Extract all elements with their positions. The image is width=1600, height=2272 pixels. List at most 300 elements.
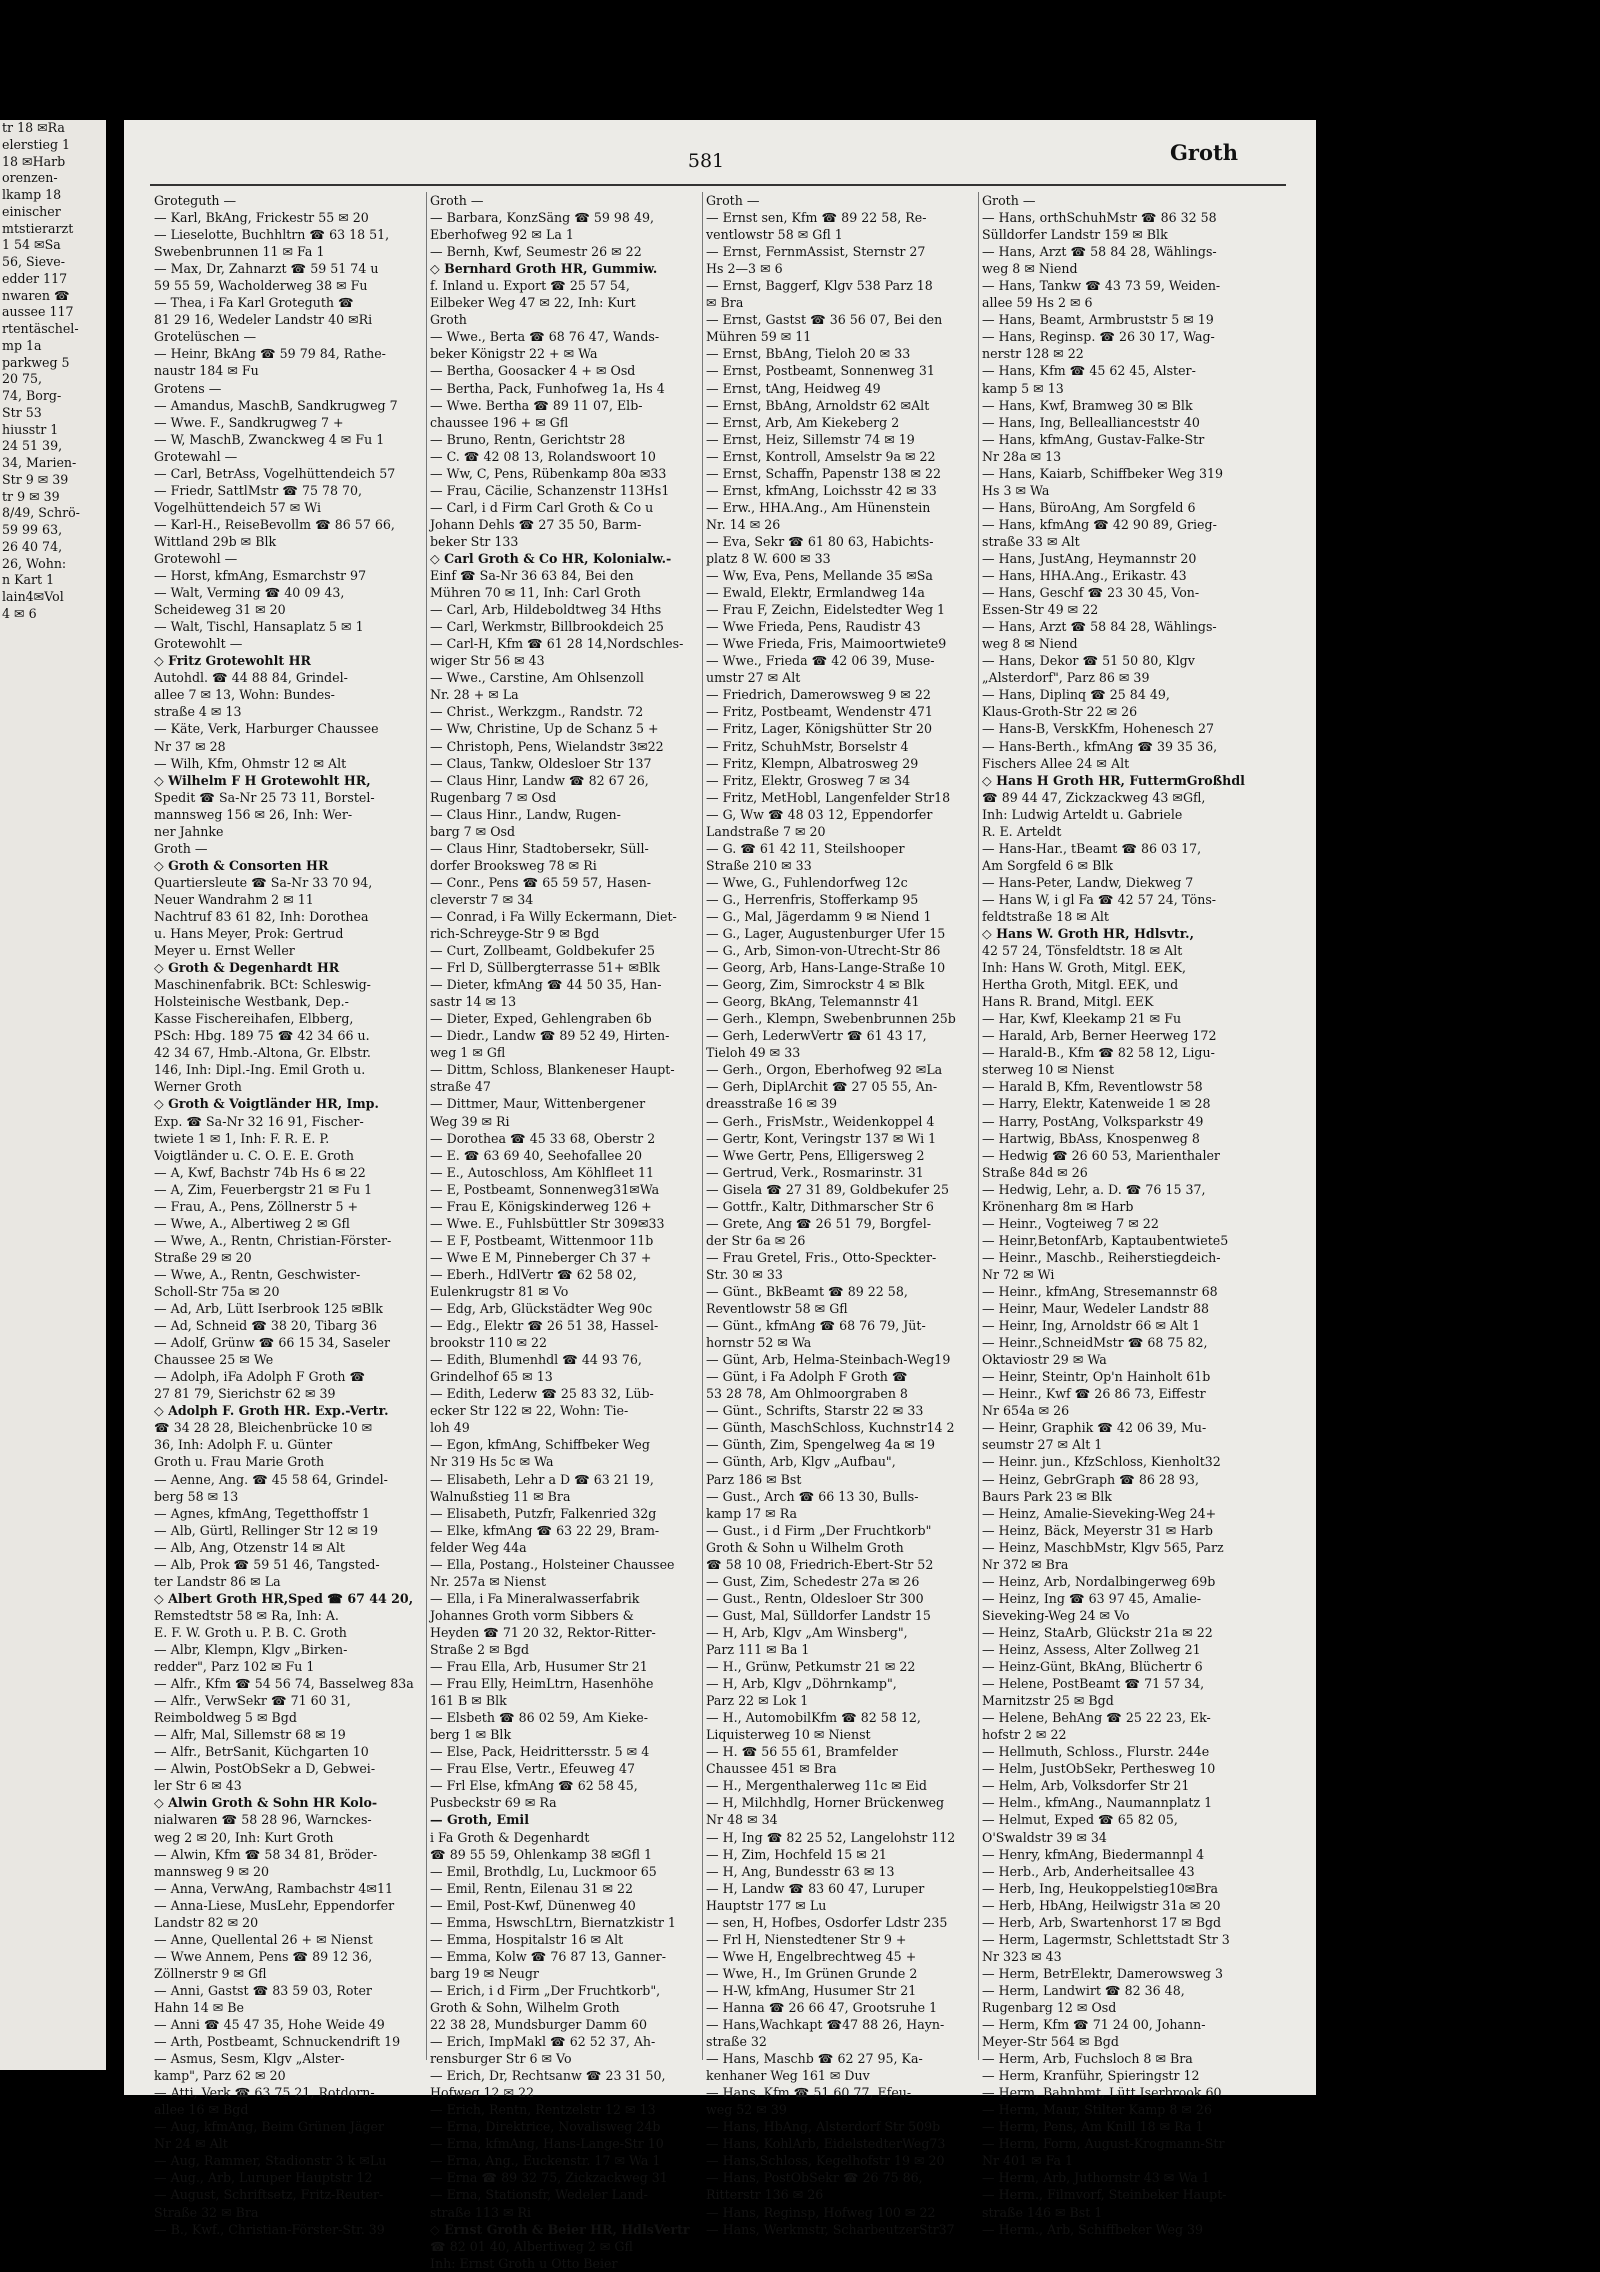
directory-line: Johannes Groth vorm Sibbers & <box>430 1607 634 1623</box>
directory-line: — Wwe Frieda, Fris, Maimoortwiete9 <box>706 636 947 652</box>
directory-line: Walnußstieg 11 ✉ Bra <box>430 1488 571 1504</box>
directory-line: — Herm, Lagermstr, Schlettstadt Str 3 <box>982 1931 1230 1947</box>
directory-line: Nr 48 ✉ 34 <box>706 1812 778 1828</box>
directory-line: naustr 184 ✉ Fu <box>154 363 259 379</box>
directory-line: — Eberh., HdlVertr ☎ 62 58 02, <box>430 1266 637 1282</box>
directory-line: Holsteinische Westbank, Dep.- <box>154 994 349 1010</box>
directory-line: — Alfr, Mal, Sillemstr 68 ✉ 19 <box>154 1727 346 1743</box>
directory-line: — Hans, BüroAng, Am Sorgfeld 6 <box>982 499 1196 515</box>
directory-line: — Hans,Schloss, Kegelhofstr 19 ✉ 20 <box>706 2153 945 2169</box>
directory-line: — Gust, Zim, Schedestr 27a ✉ 26 <box>706 1573 920 1589</box>
directory-line: — Conr., Pens ☎ 65 59 57, Hasen- <box>430 874 652 890</box>
directory-line: — Ww, Christine, Up de Schanz 5 + <box>430 721 659 737</box>
directory-line: — Alfr., VerwSekr ☎ 71 60 31, <box>154 1693 351 1709</box>
directory-line: rensburger Str 6 ✉ Vo <box>430 2051 572 2067</box>
directory-line: ◇ Fritz Grotewohlt HR <box>154 653 311 669</box>
left-page-line: 34, Marien- <box>2 455 77 470</box>
directory-line: berg 1 ✉ Blk <box>430 1727 512 1743</box>
directory-line: — Heinr., Vogteiweg 7 ✉ 22 <box>982 1215 1159 1231</box>
directory-line: — Hans-B, VerskKfm, Hohenesch 27 <box>982 721 1215 737</box>
directory-line: ☎ 58 10 08, Friedrich-Ebert-Str 52 <box>706 1556 934 1572</box>
left-page-line: 59 99 63, <box>2 522 63 537</box>
directory-line: ◇ Groth & Consorten HR <box>154 857 329 873</box>
directory-line: — Heinr, BkAng ☎ 59 79 84, Rathe- <box>154 346 386 362</box>
directory-line: ◇ Bernhard Groth HR, Gummiw. <box>430 261 658 277</box>
directory-line: — Heinz, GebrGraph ☎ 86 28 93, <box>982 1471 1199 1487</box>
directory-line: chaussee 196 + ✉ Gfl <box>430 414 569 430</box>
directory-line: Marnitzstr 25 ✉ Bgd <box>982 1693 1114 1709</box>
directory-line: Straße 210 ✉ 33 <box>706 857 812 873</box>
directory-line: — Elsbeth ☎ 86 02 59, Am Kieke- <box>430 1710 649 1726</box>
directory-line: — Alb, Gürtl, Rellinger Str 12 ✉ 19 <box>154 1522 379 1538</box>
directory-line: — Harald B, Kfm, Reventlowstr 58 <box>982 1079 1203 1095</box>
directory-line: — Heinr., Kwf ☎ 26 86 73, Eiffestr <box>982 1386 1206 1402</box>
directory-line: Werner Groth <box>154 1079 242 1095</box>
directory-line: Chaussee 451 ✉ Bra <box>706 1761 837 1777</box>
directory-line: Groth — <box>982 193 1036 208</box>
directory-line: — Edg., Elektr ☎ 26 51 38, Hassel- <box>430 1318 659 1334</box>
directory-line: felder Weg 44a <box>430 1539 527 1555</box>
directory-line: — Hans, Diplinq ☎ 25 84 49, <box>982 687 1170 703</box>
directory-line: Nr 401 ✉ Fa 1 <box>982 2153 1074 2169</box>
left-page-line: tr 18 ✉Ra <box>2 120 65 135</box>
directory-line: Hs 2—3 ✉ 6 <box>706 261 783 277</box>
directory-line: — Karl, BkAng, Frickestr 55 ✉ 20 <box>154 210 369 226</box>
directory-line: — Alfr., BetrSanit, Küchgarten 10 <box>154 1744 369 1760</box>
directory-line: Heyden ☎ 71 20 32, Rektor-Ritter- <box>430 1624 656 1640</box>
directory-line: — Hans, JustAng, Heymannstr 20 <box>982 550 1197 566</box>
directory-line: — E, Postbeamt, Sonnenweg31✉Wa <box>430 1181 660 1197</box>
directory-line: Pusbeckstr 69 ✉ Ra <box>430 1795 557 1811</box>
directory-line: Ritterstr 136 ✉ 26 <box>706 2187 824 2203</box>
directory-line: Autohdl. ☎ 44 88 84, Grindel- <box>154 670 348 686</box>
directory-line: — Claus Hinr, Landw ☎ 82 67 26, <box>430 772 649 788</box>
directory-line: — Wwe, A., Rentn, Geschwister- <box>154 1266 361 1282</box>
directory-line: ◇ Groth & Degenhardt HR <box>154 960 340 976</box>
directory-line: — Horst, kfmAng, Esmarchstr 97 <box>154 568 367 584</box>
directory-line: — Wwe. Bertha ☎ 89 11 07, Elb- <box>430 397 643 413</box>
directory-line: — Fritz, Postbeamt, Wendenstr 471 <box>706 704 933 720</box>
directory-line: Liquisterweg 10 ✉ Nienst <box>706 1727 871 1743</box>
directory-line: — Dorothea ☎ 45 33 68, Oberstr 2 <box>430 1130 656 1146</box>
directory-line: — Harry, PostAng, Volksparkstr 49 <box>982 1113 1204 1129</box>
directory-line: — G, Ww ☎ 48 03 12, Eppendorfer <box>706 806 933 822</box>
directory-line: — Henry, kfmAng, Biedermannpl 4 <box>982 1846 1205 1862</box>
directory-line: — Alfr., Kfm ☎ 54 56 74, Basselweg 83a <box>154 1676 414 1692</box>
left-page-line: 56, Sieve- <box>2 254 65 269</box>
directory-line: — Frl Else, kfmAng ☎ 62 58 45, <box>430 1778 638 1794</box>
directory-line: ecker Str 122 ✉ 22, Wohn: Tie- <box>430 1403 629 1419</box>
left-page-line: 74, Borg- <box>2 388 62 403</box>
left-page-line: 26, Wohn: <box>2 555 67 571</box>
directory-line: — Gerh, DiplArchit ☎ 27 05 55, An- <box>706 1079 938 1095</box>
directory-line: — Günth, MaschSchloss, Kuchnstr14 2 <box>706 1420 955 1436</box>
left-page-fragment <box>0 120 106 2070</box>
directory-line: ☎ 89 55 59, Ohlenkamp 38 ✉Gfl 1 <box>430 1846 653 1862</box>
directory-line: sastr 14 ✉ 13 <box>430 994 517 1010</box>
directory-line: ler Str 6 ✉ 43 <box>154 1778 242 1794</box>
directory-line: — Hans-Peter, Landw, Diekweg 7 <box>982 874 1194 890</box>
directory-line: Chaussee 25 ✉ We <box>154 1352 274 1368</box>
directory-line: — Georg, Arb, Hans-Lange-Straße 10 <box>706 960 946 976</box>
directory-line: — Heinz, Arb, Nordalbingerweg 69b <box>982 1573 1216 1589</box>
directory-line: — Gottfr., Kaltr, Dithmarscher Str 6 <box>706 1198 934 1214</box>
directory-line: Mühren 59 ✉ 11 <box>706 329 812 345</box>
directory-line: — Günt., BkBeamt ☎ 89 22 58, <box>706 1284 908 1299</box>
directory-line: Zöllnerstr 9 ✉ Gfl <box>154 1965 267 1981</box>
directory-line: — E., Autoschloss, Am Köhlfleet 11 <box>430 1164 655 1180</box>
directory-line: Groth — <box>154 840 208 856</box>
directory-line: — Heinr., kfmAng, Stresemannstr 68 <box>982 1284 1218 1299</box>
directory-line: Inh: Ernst Groth u Otto Beier <box>430 2255 618 2271</box>
directory-line: — Frl H, Nienstedtener Str 9 + <box>706 1931 907 1947</box>
directory-line: — Günth, Arb, Klgv „Aufbau", <box>706 1454 896 1470</box>
directory-line: — Arth, Postbeamt, Schnuckendrift 19 <box>154 2034 401 2050</box>
directory-line: — Hans, Kaiarb, Schiffbeker Weg 319 <box>982 465 1224 481</box>
directory-line: — Wwe, A., Rentn, Christian-Förster- <box>154 1232 392 1248</box>
directory-line: Groth & Sohn u Wilhelm Groth <box>706 1539 904 1555</box>
directory-line: — Heinr.,SchneidMstr ☎ 68 75 82, <box>982 1335 1208 1351</box>
directory-line: Eilbeker Weg 47 ✉ 22, Inh: Kurt <box>430 295 636 311</box>
directory-line: — Hans, Kwf, Bramweg 30 ✉ Blk <box>982 397 1193 413</box>
directory-line: — Bruno, Rentn, Gerichtstr 28 <box>430 431 626 447</box>
directory-line: Hahn 14 ✉ Be <box>154 1999 245 2015</box>
left-page-line: mp 1a <box>2 337 42 353</box>
directory-line: — Wwe Annem, Pens ☎ 89 12 36, <box>154 1948 373 1964</box>
directory-line: — Hans, kfmAng, Gustav-Falke-Str <box>982 431 1205 447</box>
directory-line: — Claus, Tankw, Oldesloer Str 137 <box>430 755 652 771</box>
directory-line: ner Jahnke <box>154 823 224 839</box>
directory-line: — Hans, Kfm ☎ 51 60 77, Efeu- <box>706 2085 912 2101</box>
directory-line: Eberhofweg 92 ✉ La 1 <box>430 227 574 243</box>
directory-line: weg 1 ✉ Gfl <box>430 1045 506 1061</box>
directory-line: straße 33 ✉ Alt <box>982 533 1080 549</box>
directory-line: dorfer Brooksweg 78 ✉ Ri <box>430 857 597 873</box>
directory-line: — Herb., Arb, Anderheitsallee 43 <box>982 1863 1195 1879</box>
directory-line: — Wwe E M, Pinneberger Ch 37 + <box>430 1249 652 1265</box>
directory-line: — Herm, Maur, Stilter Kamp 8 ✉ 26 <box>982 2102 1212 2118</box>
directory-line: — Wwe Gertr, Pens, Elligersweg 2 <box>706 1147 925 1163</box>
directory-line: — Emil, Post-Kwf, Dünenweg 40 <box>430 1897 636 1913</box>
directory-line: — Günt., kfmAng ☎ 68 76 79, Jüt- <box>706 1318 926 1334</box>
directory-line: — Christoph, Pens, Wielandstr 3✉22 <box>430 738 664 754</box>
directory-line: Hs 3 ✉ Wa <box>982 482 1050 498</box>
directory-line: Rugenbarg 12 ✉ Osd <box>982 1999 1117 2015</box>
directory-line: — Adolf, Grünw ☎ 66 15 34, Saseler <box>154 1335 390 1351</box>
directory-line: — Emma, HswschLtrn, Biernatzkistr 1 <box>430 1914 676 1930</box>
directory-line: weg 8 ✉ Niend <box>982 636 1078 652</box>
directory-line: Essen-Str 49 ✉ 22 <box>982 602 1099 618</box>
directory-line: 36, Inh: Adolph F. u. Günter <box>154 1437 333 1453</box>
directory-line: — Heinr, Graphik ☎ 42 06 39, Mu- <box>982 1420 1207 1436</box>
directory-line: Grotewohlt — <box>154 636 243 652</box>
directory-line: — Ernst, Kontroll, Amselstr 9a ✉ 22 <box>706 448 936 464</box>
directory-line: — Wwe., Frieda ☎ 42 06 39, Muse- <box>706 653 935 669</box>
directory-line: — Heinr., Maschb., Reiherstiegdeich- <box>982 1249 1221 1265</box>
directory-line: — Carl, i d Firm Carl Groth & Co u <box>430 499 654 515</box>
directory-line: — Frau Elly, HeimLtrn, Hasenhöhe <box>430 1676 654 1692</box>
directory-line: hornstr 52 ✉ Wa <box>706 1335 812 1351</box>
directory-line: — Harry, Elektr, Katenweide 1 ✉ 28 <box>982 1096 1211 1112</box>
directory-line: — Herb, Arb, Swartenhorst 17 ✉ Bgd <box>982 1914 1222 1930</box>
directory-line: Scheideweg 31 ✉ 20 <box>154 602 286 618</box>
directory-line: — Friedr, SattlMstr ☎ 75 78 70, <box>154 482 363 498</box>
left-page-line: nwaren ☎ <box>2 287 70 303</box>
directory-line: u. Hans Meyer, Prok: Gertrud <box>154 926 344 942</box>
directory-line: — Ella, Postang., Holsteiner Chaussee <box>430 1556 675 1572</box>
directory-line: ventlowstr 58 ✉ Gfl 1 <box>706 227 843 243</box>
directory-line: — Georg, BkAng, Telemannstr 41 <box>706 994 920 1010</box>
left-page-line: elerstieg 1 <box>2 136 71 152</box>
directory-line: — Heinz, MaschbMstr, Klgv 565, Parz <box>982 1539 1224 1555</box>
directory-line: rich-Schreyge-Str 9 ✉ Bgd <box>430 926 600 942</box>
directory-line: Straße 29 ✉ 20 <box>154 1249 252 1265</box>
directory-line: Inh: Ludwig Arteldt u. Gabriele <box>982 806 1183 822</box>
directory-line: — Erna, kfmAng, Hans-Lange-Str 10 <box>430 2136 664 2152</box>
directory-line: — Hanna ☎ 26 66 47, Grootsruhe 1 <box>706 1999 938 2015</box>
directory-line: — Wwe. F., Sandkrugweg 7 + <box>154 414 344 430</box>
directory-line: Johann Dehls ☎ 27 35 50, Barm- <box>430 516 642 532</box>
directory-line: — Hans, Reginsp. ☎ 26 30 17, Wag- <box>982 329 1215 345</box>
directory-line: straße 4 ✉ 13 <box>154 704 242 720</box>
directory-line: Parz 111 ✉ Ba 1 <box>706 1641 810 1657</box>
directory-line: — Herm, Kranführ, Spieringstr 12 <box>982 2068 1200 2084</box>
directory-line: — Gerh, LederwVertr ☎ 61 43 17, <box>706 1028 927 1044</box>
directory-line: Nr 72 ✉ Wi <box>982 1266 1055 1282</box>
directory-line: ☎ 82 01 40, Albertiweg 2 ✉ Gfl <box>430 2238 633 2254</box>
directory-line: — H, Zim, Hochfeld 15 ✉ 21 <box>706 1846 887 1862</box>
directory-line: — Herm, BetrElektr, Damerowsweg 3 <box>982 1965 1223 1981</box>
directory-line: Nr 319 Hs 5c ✉ Wa <box>430 1454 554 1470</box>
directory-line: Meyer-Str 564 ✉ Bgd <box>982 2034 1119 2050</box>
directory-line: — Aug, Rammer, Stadionstr 3 k ✉Lu <box>154 2153 387 2169</box>
directory-line: — Fritz, Elektr, Grosweg 7 ✉ 34 <box>706 772 911 788</box>
directory-line: wiger Str 56 ✉ 43 <box>430 653 545 669</box>
directory-line: — H, Arb, Klgv „Döhrnkamp", <box>706 1676 897 1692</box>
directory-line: — Hans, HbAng, Alsterdorf Str 509b <box>706 2119 941 2135</box>
directory-line: — Heinz-Günt, BkAng, Blüchertr 6 <box>982 1659 1203 1675</box>
directory-line: Voigtländer u. C. O. E. E. Groth <box>154 1147 354 1163</box>
directory-line: — Grete, Ang ☎ 26 51 79, Borgfel- <box>706 1215 932 1231</box>
directory-line: — Harald-B., Kfm ☎ 82 58 12, Ligu- <box>982 1045 1215 1061</box>
directory-line: — Hans, Werkmstr, ScharbeutzerStr37 <box>706 2221 955 2237</box>
directory-line: Tieloh 49 ✉ 33 <box>706 1045 801 1061</box>
directory-line: — Käte, Verk, Harburger Chaussee <box>154 721 379 737</box>
directory-line: — Hans,Wachkapt ☎47 88 26, Hayn- <box>706 2017 945 2033</box>
directory-line: — Anne, Quellental 26 + ✉ Nienst <box>154 1931 373 1947</box>
directory-line: — Erich, ImpMakl ☎ 62 52 37, Ah- <box>430 2034 656 2050</box>
directory-line: O'Swaldstr 39 ✉ 34 <box>982 1829 1107 1845</box>
directory-line: mannsweg 156 ✉ 26, Inh: Wer- <box>154 806 353 822</box>
directory-line: nerstr 128 ✉ 22 <box>982 346 1084 362</box>
directory-line: — H, Ang, Bundesstr 63 ✉ 13 <box>706 1863 895 1879</box>
directory-line: — Claus Hinr., Landw, Rugen- <box>430 806 621 822</box>
directory-line: — Bertha, Pack, Funhofweg 1a, Hs 4 <box>430 380 665 396</box>
directory-line: — Gerh., Klempn, Swebenbrunnen 25b <box>706 1011 956 1027</box>
directory-line: Nr. 257a ✉ Nienst <box>430 1573 546 1589</box>
directory-line: — Hartwig, BbAss, Knospenweg 8 <box>982 1130 1200 1146</box>
directory-line: — H., Mergenthalerweg 11c ✉ Eid <box>706 1778 927 1794</box>
directory-line: — Gisela ☎ 27 31 89, Goldbekufer 25 <box>706 1181 950 1197</box>
directory-line: — Edith, Lederw ☎ 25 83 32, Lüb- <box>430 1386 654 1402</box>
directory-line: brookstr 110 ✉ 22 <box>430 1335 548 1351</box>
directory-line: — Anna, VerwAng, Rambachstr 4✉11 <box>154 1880 393 1896</box>
directory-line: ☎ 34 28 28, Bleichenbrücke 10 ✉ <box>154 1420 373 1436</box>
directory-line: Weg 39 ✉ Ri <box>430 1113 510 1129</box>
directory-line: — C. ☎ 42 08 13, Rolandswoort 10 <box>430 448 656 464</box>
directory-line: — Walt, Tischl, Hansaplatz 5 ✉ 1 <box>154 619 364 635</box>
directory-line: platz 8 W. 600 ✉ 33 <box>706 550 831 566</box>
directory-line: Mühren 70 ✉ 11, Inh: Carl Groth <box>430 585 641 601</box>
left-page-line: hiusstr 1 <box>2 421 59 437</box>
directory-line: Groth — <box>430 193 484 208</box>
left-page-line: parkweg 5 <box>2 354 70 370</box>
directory-line: Spedit ☎ Sa-Nr 25 73 11, Borstel- <box>154 789 375 805</box>
directory-line: — Anni, Gastst ☎ 83 59 03, Roter <box>154 1982 372 1998</box>
directory-line: allee 7 ✉ 13, Wohn: Bundes- <box>154 687 335 703</box>
directory-line: Nr. 14 ✉ 26 <box>706 516 781 532</box>
directory-line: — Frau Gretel, Fris., Otto-Speckter- <box>706 1249 937 1265</box>
directory-line: Straße 2 ✉ Bgd <box>430 1641 530 1657</box>
column-4 <box>982 192 1254 2237</box>
directory-line: — Bernh, Kwf, Seumestr 26 ✉ 22 <box>430 244 642 260</box>
directory-line: ◇ Carl Groth & Co HR, Kolonialw.- <box>430 550 672 566</box>
directory-line: Klaus-Groth-Str 22 ✉ 26 <box>982 704 1138 720</box>
directory-line: — Wwe., Berta ☎ 68 76 47, Wands- <box>430 329 660 345</box>
directory-line: Parz 22 ✉ Lok 1 <box>706 1693 809 1709</box>
directory-line: — Hans, Geschf ☎ 23 30 45, Von- <box>982 585 1200 601</box>
directory-line: — Har, Kwf, Kleekamp 21 ✉ Fu <box>982 1011 1182 1027</box>
directory-line: — Frau, Cäcilie, Schanzenstr 113Hs1 <box>430 482 670 498</box>
directory-line: — Fritz, SchuhMstr, Borselstr 4 <box>706 738 909 754</box>
directory-line: — Else, Pack, Heidrittersstr. 5 ✉ 4 <box>430 1744 650 1760</box>
directory-line: — Herm, Bahnbmt, Lütt Iserbrook 60 <box>982 2085 1222 2101</box>
directory-line: Reimboldweg 5 ✉ Bgd <box>154 1710 297 1726</box>
directory-line: Inh: Hans W. Groth, Mitgl. EEK, <box>982 960 1186 976</box>
directory-line: — Hans, Ing, Belleallianceststr 40 <box>982 414 1200 430</box>
directory-line: — Harald, Arb, Berner Heerweg 172 <box>982 1028 1217 1044</box>
directory-line: — Carl, BetrAss, Vogelhüttendeich 57 <box>154 465 396 481</box>
directory-line: — Amandus, MaschB, Sandkrugweg 7 <box>154 397 398 413</box>
left-page-line: edder 117 <box>2 270 68 286</box>
directory-line: — Anna-Liese, MusLehr, Eppendorfer <box>154 1897 395 1913</box>
directory-line: Krönenharg 8m ✉ Harb <box>982 1198 1134 1214</box>
directory-line: — Erw., HHA.Ang., Am Hünenstein <box>706 499 931 515</box>
directory-line: — Eva, Sekr ☎ 61 80 63, Habichts- <box>706 533 934 549</box>
directory-line: Scholl-Str 75a ✉ 20 <box>154 1284 280 1299</box>
directory-line: Grotewohl — <box>154 550 238 566</box>
directory-line: Remstedtstr 58 ✉ Ra, Inh: A. <box>154 1607 339 1623</box>
directory-line: — Erna, Direktrice, Novalisweg 24b <box>430 2119 661 2135</box>
directory-line: der Str 6a ✉ 26 <box>706 1232 806 1248</box>
directory-line: — H, Milchhdlg, Horner Brückenweg <box>706 1795 945 1811</box>
directory-line: Nachtruf 83 61 82, Inh: Dorothea <box>154 908 369 924</box>
directory-line: — Hans, Arzt ☎ 58 84 28, Wählings- <box>982 244 1217 260</box>
directory-line: — Hans-Berth., kfmAng ☎ 39 35 36, <box>982 738 1218 754</box>
directory-line: Sülldorfer Landstr 159 ✉ Blk <box>982 227 1168 243</box>
directory-line: PSch: Hbg. 189 75 ☎ 42 34 66 u. <box>154 1028 370 1044</box>
directory-line: — Erna, Stationsfr, Wedeler Land- <box>430 2187 648 2203</box>
directory-line: — Günt., Schrifts, Starstr 22 ✉ 33 <box>706 1403 924 1419</box>
directory-line: — Gust., Rentn, Oldesloer Str 300 <box>706 1590 924 1606</box>
directory-line: — August, Schriftsetz, Fritz-Reuter- <box>154 2187 384 2203</box>
left-page-line: aussee 117 <box>2 304 74 320</box>
directory-line: kamp 5 ✉ 13 <box>982 380 1064 396</box>
directory-line: — Herb, Ing, Heukoppelstieg10✉Bra <box>982 1880 1219 1896</box>
directory-line: sterweg 10 ✉ Nienst <box>982 1062 1115 1078</box>
directory-line: — Hans, Tankw ☎ 43 73 59, Weiden- <box>982 278 1221 294</box>
directory-line: E. F. W. Groth u. P. B. C. Groth <box>154 1624 347 1640</box>
left-page-line: lain4✉Vol <box>2 589 64 604</box>
directory-line: Neuer Wandrahm 2 ✉ 11 <box>154 891 314 907</box>
directory-line: — Alwin, PostObSekr a D, Gebwei- <box>154 1761 376 1777</box>
directory-line: 42 57 24, Tönsfeldtstr. 18 ✉ Alt <box>982 943 1183 959</box>
left-page-line: 1 54 ✉Sa <box>2 237 61 253</box>
directory-line: — Ww, C, Pens, Rübenkamp 80a ✉33 <box>430 465 667 481</box>
directory-line: — Heinz, Assess, Alter Zollweg 21 <box>982 1641 1201 1657</box>
directory-line: straße 32 <box>706 2034 767 2050</box>
directory-line: — Elisabeth, Putzfr, Falkenried 32g <box>430 1505 657 1521</box>
directory-line: — sen, H, Hofbes, Osdorfer Ldstr 235 <box>706 1914 948 1930</box>
directory-line: beker Str 133 <box>430 533 519 549</box>
directory-line: — Helene, BehAng ☎ 25 22 23, Ek- <box>982 1710 1211 1726</box>
directory-line: Oktaviostr 29 ✉ Wa <box>982 1352 1107 1368</box>
directory-line: Eulenkrugstr 81 ✉ Vo <box>430 1284 569 1299</box>
directory-line: seumstr 27 ✉ Alt 1 <box>982 1437 1103 1453</box>
directory-line: feldtstraße 18 ✉ Alt <box>982 908 1109 924</box>
directory-line: — Hedwig, Lehr, a. D. ☎ 76 15 37, <box>982 1181 1206 1197</box>
directory-line: straße 113 ✉ Ri <box>430 2204 532 2220</box>
directory-line: Nr 24 ✉ Alt <box>154 2136 228 2152</box>
directory-line: ◇ Hans H Groth HR, FuttermGroßhdl <box>982 772 1245 788</box>
directory-line: — Herm, Kfm ☎ 71 24 00, Johann- <box>982 2017 1206 2033</box>
directory-line: — Erich, Dr, Rechtsanw ☎ 23 31 50, <box>430 2068 666 2084</box>
directory-line: — Elisabeth, Lehr a D ☎ 63 21 19, <box>430 1471 654 1487</box>
directory-line: mannsweg 9 ✉ 20 <box>154 1863 270 1879</box>
directory-line: Nr 323 ✉ 43 <box>982 1948 1062 1964</box>
directory-line: twiete 1 ✉ 1, Inh: F. R. E. P. <box>154 1130 330 1146</box>
directory-line: — Wwe Frieda, Pens, Raudistr 43 <box>706 619 921 635</box>
directory-line: loh 49 <box>430 1420 470 1436</box>
directory-line: — Ernst, Schaffn, Papenstr 138 ✉ 22 <box>706 465 942 481</box>
directory-line: — Anni ☎ 45 47 35, Hohe Weide 49 <box>154 2017 385 2033</box>
directory-line: — Helene, PostBeamt ☎ 71 57 34, <box>982 1676 1205 1692</box>
directory-line: — Carl, Werkmstr, Billbrookdeich 25 <box>430 619 664 635</box>
directory-line: — Agnes, kfmAng, Tegetthoffstr 1 <box>154 1505 371 1521</box>
directory-line: — Fritz, Klempn, Albatrosweg 29 <box>706 755 919 771</box>
directory-line: — E F, Postbeamt, Wittenmoor 11b <box>430 1232 654 1248</box>
column-2 <box>430 192 702 2271</box>
directory-line: Hans R. Brand, Mitgl. EEK <box>982 994 1154 1010</box>
directory-line: — Ernst, kfmAng, Loichsstr 42 ✉ 33 <box>706 482 937 498</box>
directory-line: — Herm, Form, August-Krogmann-Str <box>982 2136 1225 2152</box>
directory-line: f. Inland u. Export ☎ 25 57 54, <box>430 278 630 294</box>
directory-line: dreasstraße 16 ✉ 39 <box>706 1096 838 1112</box>
directory-line: allee 59 Hs 2 ✉ 6 <box>982 295 1093 311</box>
directory-line: — Barbara, KonzSäng ☎ 59 98 49, <box>430 210 654 226</box>
directory-line: — Wilh, Kfm, Ohmstr 12 ✉ Alt <box>154 755 347 771</box>
directory-line: — G., Arb, Simon-von-Utrecht-Str 86 <box>706 943 941 959</box>
directory-line: — Ad, Arb, Lütt Iserbrook 125 ✉Blk <box>154 1301 383 1317</box>
directory-line: — Hans, orthSchuhMstr ☎ 86 32 58 <box>982 210 1217 226</box>
directory-line: Rugenbarg 7 ✉ Osd <box>430 789 557 805</box>
directory-line: — Albr, Klempn, Klgv „Birken- <box>154 1641 348 1657</box>
header-rule <box>150 184 1286 186</box>
directory-line: beker Königstr 22 + ✉ Wa <box>430 346 598 362</box>
directory-line: — H, Ing ☎ 82 25 52, Langelohstr 112 <box>706 1829 956 1845</box>
directory-line: ◇ Albert Groth HR,Sped ☎ 67 44 20, <box>154 1590 414 1606</box>
directory-line: — Hedwig ☎ 26 60 53, Marienthaler <box>982 1147 1220 1163</box>
